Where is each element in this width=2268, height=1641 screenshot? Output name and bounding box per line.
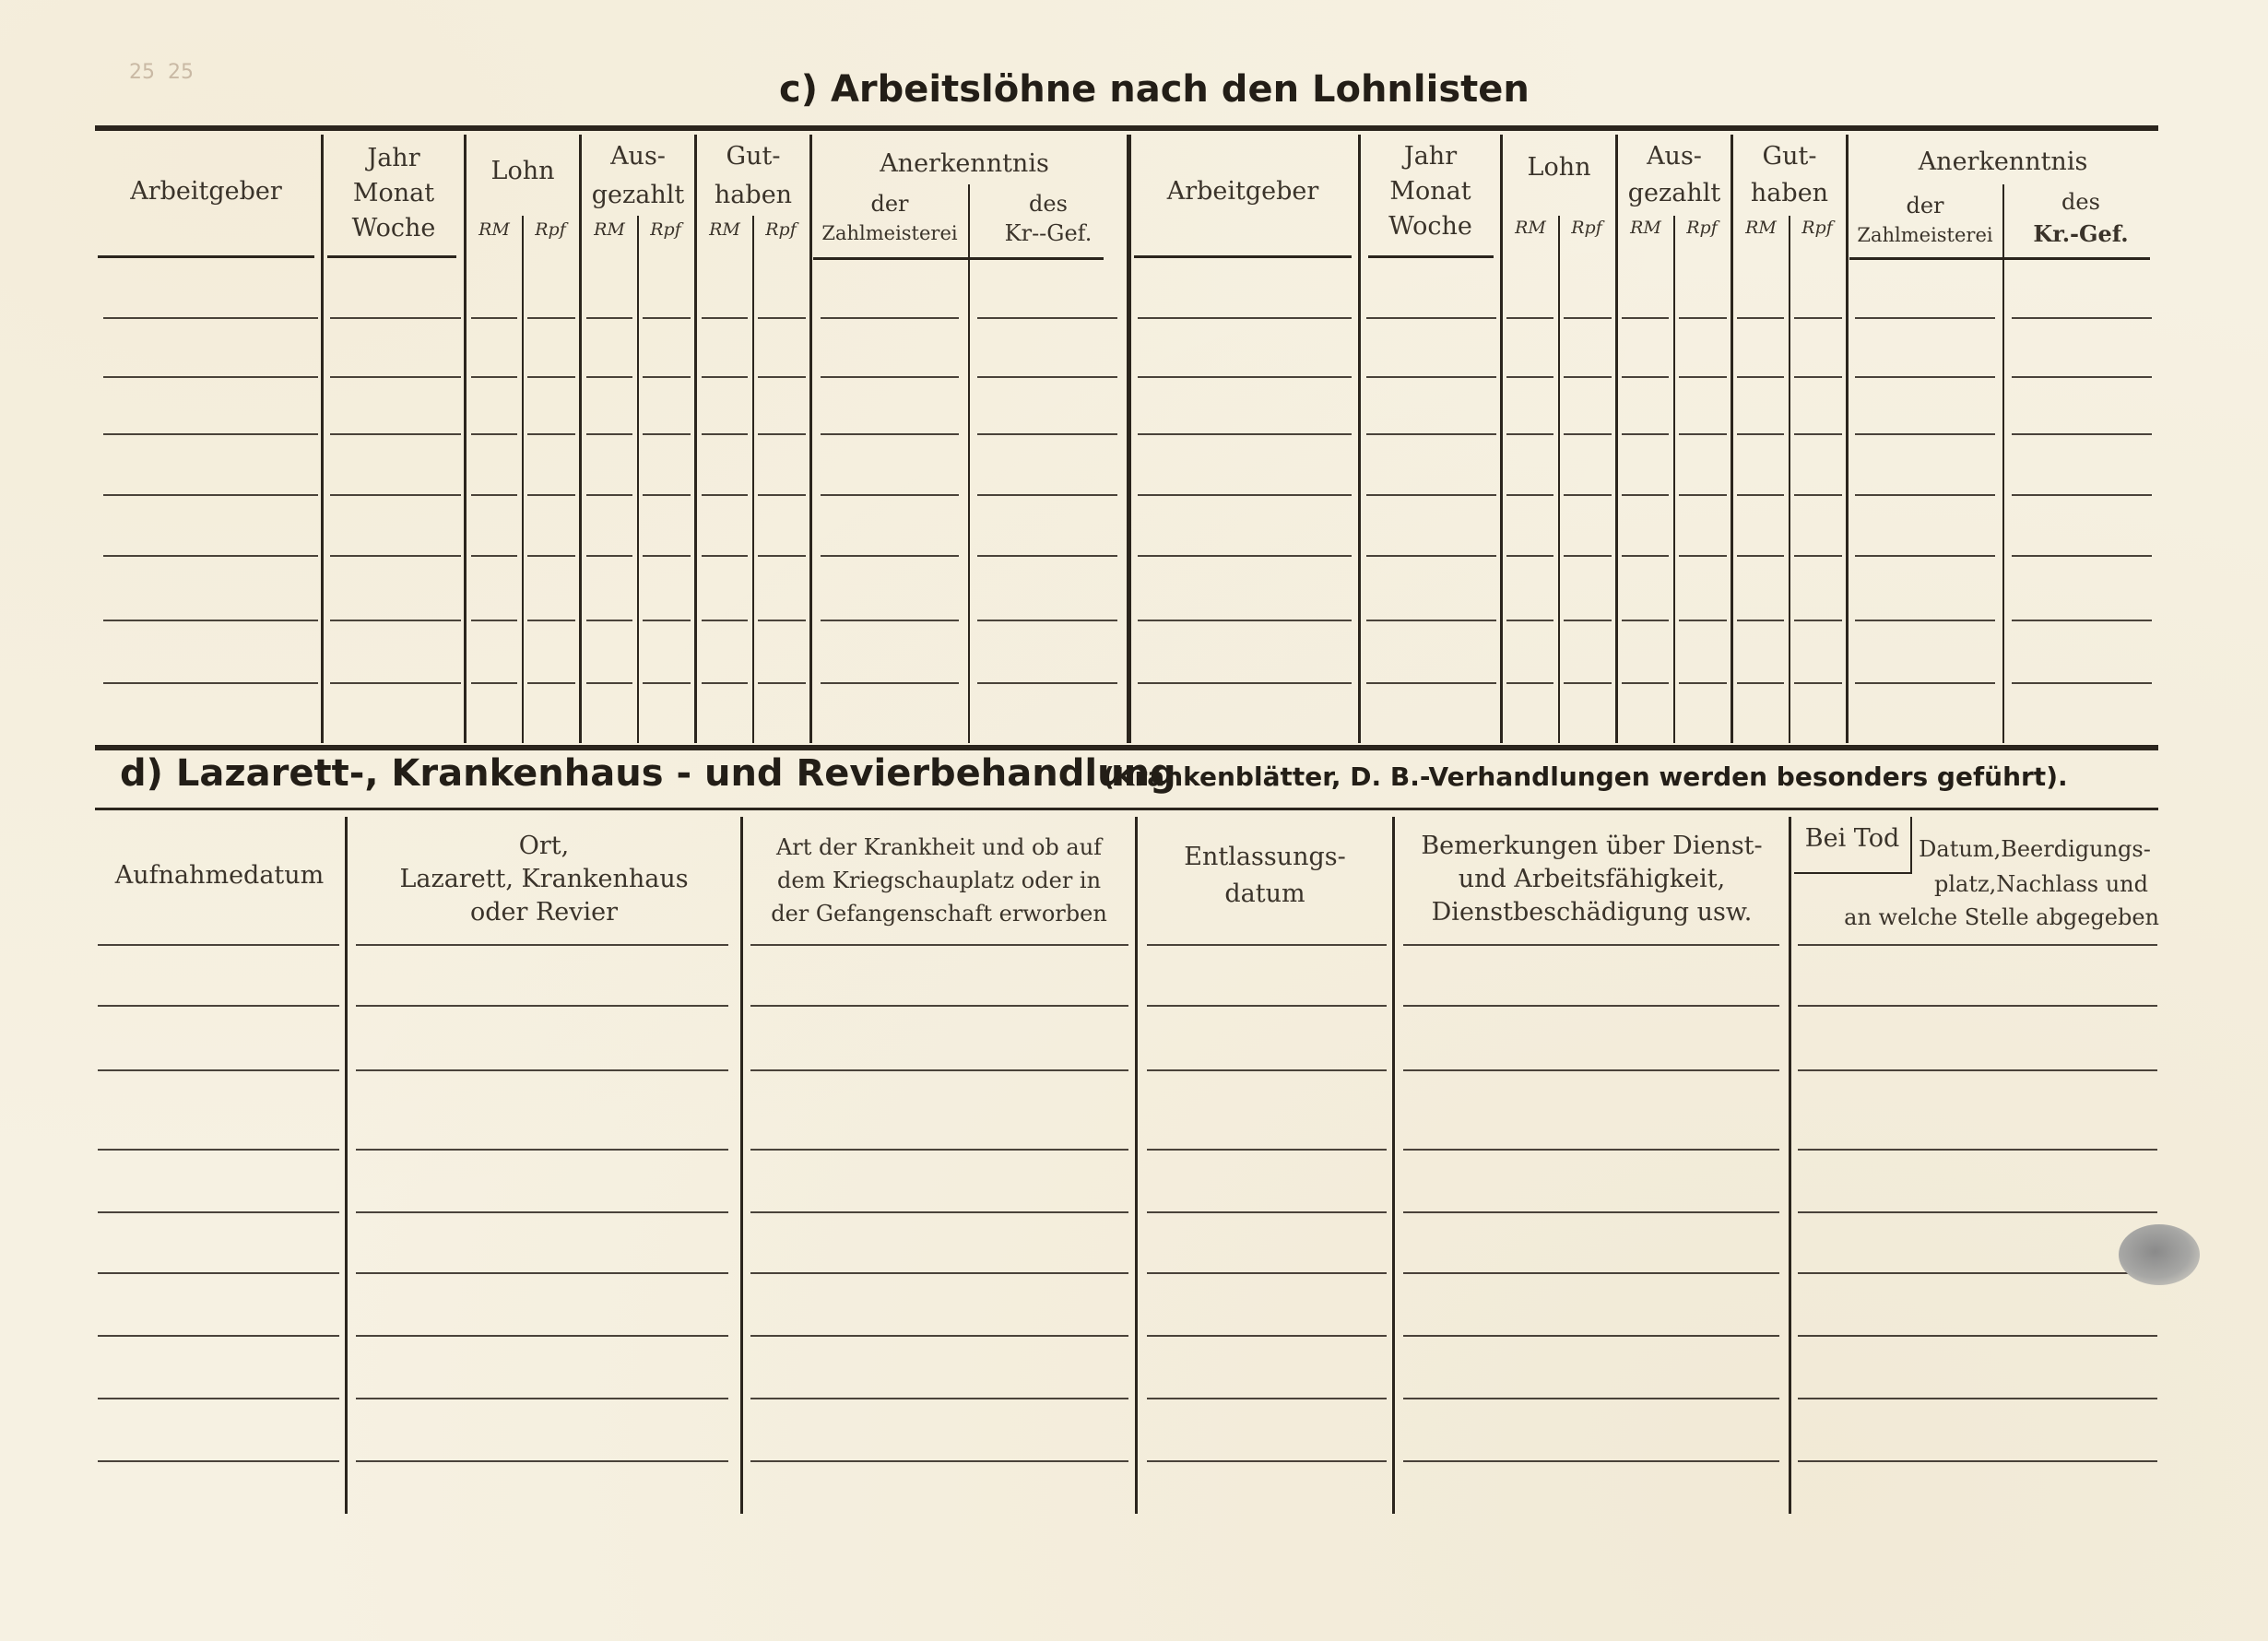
header-ausgezahlt-2: gezahlt <box>1627 179 1721 207</box>
header-ort-1: Ort, <box>518 832 570 860</box>
form-row-line <box>1679 620 1727 621</box>
form-row-line <box>98 1398 339 1399</box>
form-row-line <box>1855 376 1995 378</box>
form-row-line <box>1147 1335 1387 1337</box>
form-row-line <box>1138 620 1352 621</box>
form-row-line <box>98 1460 339 1462</box>
form-row-line <box>2012 376 2152 378</box>
header-art-2: dem Kriegschauplatz oder in <box>776 868 1102 893</box>
form-row-line <box>750 944 1128 946</box>
form-row-line <box>527 555 575 557</box>
form-row-line <box>758 494 806 496</box>
subheader-rpf: Rpf <box>1571 218 1602 238</box>
header-ausgezahlt-2: gezahlt <box>591 181 685 209</box>
form-row-line <box>750 1005 1128 1007</box>
header-guthaben-2: haben <box>1750 179 1829 207</box>
form-row-line <box>1366 494 1496 496</box>
header-arbeitgeber: Arbeitgeber <box>130 177 282 206</box>
form-row-line <box>1403 1335 1779 1337</box>
form-row-line <box>1794 494 1842 496</box>
form-row-line <box>1564 620 1612 621</box>
form-row-line <box>356 1398 728 1399</box>
form-row-line <box>1147 1398 1387 1399</box>
form-row-line <box>586 433 632 435</box>
header-ort-2: Lazarett, Krankenhaus <box>399 865 689 893</box>
form-row-line <box>1506 317 1553 319</box>
form-row-line <box>471 433 517 435</box>
form-row-line <box>1679 317 1727 319</box>
form-row-line <box>103 682 318 684</box>
form-row-line <box>1506 682 1553 684</box>
header-arbeitgeber: Arbeitgeber <box>1166 177 1319 206</box>
form-row-line <box>1564 555 1612 557</box>
form-row-line <box>1622 494 1669 496</box>
header-art-3: der Gefangenschaft erworben <box>771 901 1107 927</box>
form-row-line <box>1737 682 1784 684</box>
form-row-line <box>98 1211 339 1213</box>
header-underline <box>327 255 456 258</box>
header-guthaben-1: Gut- <box>726 142 781 171</box>
form-row-line <box>1506 620 1553 621</box>
form-row-line <box>586 682 632 684</box>
col-divider <box>1135 817 1138 1514</box>
form-row-line <box>977 317 1117 319</box>
form-row-line <box>821 555 959 557</box>
form-row-line <box>1679 682 1727 684</box>
form-row-line <box>1147 944 1387 946</box>
form-row-line <box>1855 682 1995 684</box>
form-row-line <box>821 620 959 621</box>
header-lohn: Lohn <box>490 157 555 185</box>
subheader-rpf: Rpf <box>1686 218 1718 238</box>
form-row-line <box>702 555 748 557</box>
header-guthaben-2: haben <box>714 181 793 209</box>
header-des: des <box>1029 191 1068 217</box>
form-row-line <box>586 620 632 621</box>
form-row-line <box>821 433 959 435</box>
form-row-line <box>586 376 632 378</box>
header-art-1: Art der Krankheit und ob auf <box>775 834 1103 860</box>
header-aufnahmedatum: Aufnahmedatum <box>114 861 325 890</box>
col-divider <box>579 135 582 743</box>
header-bei-tod: Bei Tod <box>1804 824 1900 853</box>
form-row-line <box>1622 433 1669 435</box>
form-row-line <box>2012 620 2152 621</box>
form-row-line <box>1679 555 1727 557</box>
header-der: der <box>870 191 909 217</box>
header-krgef: Kr--Gef. <box>1004 220 1093 246</box>
form-row-line <box>1147 1460 1387 1462</box>
bleed-through-marks: 25 <box>168 61 194 84</box>
form-row-line <box>356 1149 728 1151</box>
form-row-line <box>1679 494 1727 496</box>
form-row-line <box>356 1460 728 1462</box>
form-row-line <box>1679 376 1727 378</box>
form-row-line <box>527 317 575 319</box>
form-row-line <box>1403 1272 1779 1274</box>
form-row-line <box>1147 1211 1387 1213</box>
form-row-line <box>1147 1272 1387 1274</box>
form-row-line <box>1737 433 1784 435</box>
form-row-line <box>2012 682 2152 684</box>
form-row-line <box>702 433 748 435</box>
form-row-line <box>1506 433 1553 435</box>
form-row-line <box>356 1272 728 1274</box>
form-row-line <box>1403 1398 1779 1399</box>
form-row-line <box>98 1272 339 1274</box>
form-row-line <box>103 376 318 378</box>
form-row-line <box>1622 317 1669 319</box>
form-row-line <box>1679 433 1727 435</box>
header-datum-2: platz,Nachlass und <box>1934 871 2148 897</box>
form-row-line <box>702 376 748 378</box>
form-row-line <box>103 494 318 496</box>
form-row-line <box>758 682 806 684</box>
section-d-note: (Krankenblätter, D. B.-Verhandlungen werden besonders geführt). <box>1103 761 2068 792</box>
form-row-line <box>1506 494 1553 496</box>
form-row-line <box>758 433 806 435</box>
section-c-title: Arbeitslöhne nach den Lohnlisten <box>830 68 1530 111</box>
form-row-line <box>330 494 461 496</box>
header-underline <box>1849 257 2150 260</box>
form-row-line <box>103 620 318 621</box>
form-row-line <box>1366 376 1496 378</box>
subcol-divider <box>1558 216 1560 743</box>
form-row-line <box>471 376 517 378</box>
form-row-line <box>1366 682 1496 684</box>
header-bemerkungen-3: Dienstbeschädigung usw. <box>1431 898 1753 927</box>
form-row-line <box>1855 555 1995 557</box>
form-row-line <box>643 555 691 557</box>
form-row-line <box>1737 376 1784 378</box>
section-divider-rule <box>95 745 2158 750</box>
subcol-divider <box>968 184 970 743</box>
form-row-line <box>1564 682 1612 684</box>
subcol-divider <box>522 216 524 743</box>
form-row-line <box>1366 433 1496 435</box>
form-row-line <box>643 682 691 684</box>
form-row-line <box>977 555 1117 557</box>
form-row-line <box>1564 494 1612 496</box>
form-row-line <box>1622 682 1669 684</box>
col-divider-thick <box>1127 135 1131 743</box>
form-row-line <box>1737 494 1784 496</box>
header-jahr: Jahr <box>367 144 420 172</box>
form-row-line <box>643 433 691 435</box>
subheader-rm: RM <box>1745 218 1777 238</box>
header-des: des <box>2061 189 2100 215</box>
subheader-rm: RM <box>1630 218 1661 238</box>
form-row-line <box>1794 433 1842 435</box>
form-row-line <box>1138 494 1352 496</box>
form-row-line <box>330 620 461 621</box>
form-row-line <box>1798 1211 2157 1213</box>
form-row-line <box>2012 317 2152 319</box>
header-underline <box>813 257 1104 260</box>
form-row-line <box>702 494 748 496</box>
form-row-line <box>702 317 748 319</box>
header-entlassung-2: datum <box>1224 880 1305 908</box>
form-row-line <box>977 620 1117 621</box>
form-row-line <box>527 494 575 496</box>
form-row-line <box>643 317 691 319</box>
form-row-line <box>1855 620 1995 621</box>
form-row-line <box>103 317 318 319</box>
header-underline <box>1134 255 1352 258</box>
form-row-line <box>750 1460 1128 1462</box>
col-divider <box>464 135 467 743</box>
subcol-divider <box>637 216 639 743</box>
subcol-divider <box>752 216 754 743</box>
subheader-rpf: Rpf <box>1801 218 1833 238</box>
header-zahlmeisterei: Zahlmeisterei <box>821 222 958 244</box>
form-row-line <box>1794 682 1842 684</box>
col-divider <box>1789 817 1791 1514</box>
header-anerkenntnis: Anerkenntnis <box>1918 148 2088 176</box>
form-row-line <box>98 1069 339 1071</box>
form-row-line <box>1366 620 1496 621</box>
form-row-line <box>98 1335 339 1337</box>
header-datum-1: Datum,Beerdigungs- <box>1919 836 2151 862</box>
form-row-line <box>821 376 959 378</box>
header-woche: Woche <box>1388 212 1472 241</box>
header-underline <box>1368 255 1494 258</box>
form-row-line <box>1798 1069 2157 1071</box>
form-row-line <box>586 494 632 496</box>
form-row-line <box>1147 1149 1387 1151</box>
col-divider <box>1500 135 1503 743</box>
form-row-line <box>758 620 806 621</box>
subheader-rpf: Rpf <box>650 219 681 240</box>
header-lohn: Lohn <box>1527 153 1591 182</box>
form-row-line <box>1798 944 2157 946</box>
form-row-line <box>1737 555 1784 557</box>
form-row-line <box>1855 317 1995 319</box>
header-ort-3: oder Revier <box>469 898 619 927</box>
section-d-label: d) <box>120 752 163 795</box>
form-row-line <box>527 433 575 435</box>
form-row-line <box>758 317 806 319</box>
header-entlassung-1: Entlassungs- <box>1184 843 1346 871</box>
form-row-line <box>1798 1149 2157 1151</box>
form-row-line <box>977 376 1117 378</box>
form-row-line <box>1138 433 1352 435</box>
form-row-line <box>1794 376 1842 378</box>
form-row-line <box>330 433 461 435</box>
form-row-line <box>750 1211 1128 1213</box>
form-row-line <box>643 494 691 496</box>
form-row-line <box>471 620 517 621</box>
form-row-line <box>1855 494 1995 496</box>
form-row-line <box>1403 1460 1779 1462</box>
form-row-line <box>356 1211 728 1213</box>
subcol-divider <box>2002 184 2004 743</box>
form-row-line <box>330 376 461 378</box>
form-row-line <box>1794 620 1842 621</box>
form-row-line <box>1138 376 1352 378</box>
subheader-rm: RM <box>709 219 740 240</box>
form-row-line <box>1138 555 1352 557</box>
form-row-line <box>1403 1149 1779 1151</box>
form-row-line <box>750 1069 1128 1071</box>
form-row-line <box>1403 1211 1779 1213</box>
form-row-line <box>103 555 318 557</box>
form-row-line <box>750 1398 1128 1399</box>
form-row-line <box>702 682 748 684</box>
form-row-line <box>1138 682 1352 684</box>
form-row-line <box>758 555 806 557</box>
form-row-line <box>98 1149 339 1151</box>
form-row-line <box>821 494 959 496</box>
form-row-line <box>1147 1005 1387 1007</box>
form-row-line <box>1506 555 1553 557</box>
form-row-line <box>1798 1005 2157 1007</box>
form-row-line <box>2012 494 2152 496</box>
form-row-line <box>1366 555 1496 557</box>
header-monat: Monat <box>352 179 435 207</box>
section-c-label: c) <box>779 68 818 111</box>
form-row-line <box>1147 1069 1387 1071</box>
punch-hole <box>2119 1224 2200 1285</box>
form-row-line <box>471 494 517 496</box>
form-row-line <box>1798 1272 2157 1274</box>
form-row-line <box>702 620 748 621</box>
form-row-line <box>356 1005 728 1007</box>
header-datum-3: an welche Stelle abgegeben <box>1844 904 2159 930</box>
form-row-line <box>643 376 691 378</box>
form-row-line <box>1564 433 1612 435</box>
header-ausgezahlt-1: Aus- <box>1647 142 1702 171</box>
bleed-through-marks: 25 <box>129 61 155 84</box>
form-row-line <box>1622 555 1669 557</box>
form-row-line <box>750 1272 1128 1274</box>
header-monat: Monat <box>1389 177 1471 206</box>
form-row-line <box>643 620 691 621</box>
form-row-line <box>527 620 575 621</box>
form-row-line <box>2012 433 2152 435</box>
form-row-line <box>1564 317 1612 319</box>
header-jahr: Jahr <box>1403 142 1458 171</box>
subcol-divider <box>1789 216 1790 743</box>
header-underline <box>98 255 314 258</box>
section-d-title: Lazarett-, Krankenhaus - und Revierbehandlung <box>175 752 1176 795</box>
header-ausgezahlt-1: Aus- <box>610 142 666 171</box>
form-row-line <box>1794 555 1842 557</box>
form-row-line <box>977 682 1117 684</box>
col-divider <box>1731 135 1733 743</box>
form-row-line <box>1798 1460 2157 1462</box>
section-d-top-rule <box>95 808 2158 810</box>
form-row-line <box>821 317 959 319</box>
form-row-line <box>1403 1069 1779 1071</box>
section-c-top-rule <box>95 125 2158 131</box>
form-row-line <box>1403 1005 1779 1007</box>
form-row-line <box>586 555 632 557</box>
header-bemerkungen-1: Bemerkungen über Dienst- <box>1421 832 1763 860</box>
section-c-heading <box>779 68 1530 111</box>
form-row-line <box>356 944 728 946</box>
form-row-line <box>758 376 806 378</box>
subheader-rpf: Rpf <box>765 219 797 240</box>
form-row-line <box>103 433 318 435</box>
form-row-line <box>1737 317 1784 319</box>
form-row-line <box>1798 1398 2157 1399</box>
form-row-line <box>1403 944 1779 946</box>
subheader-rm: RM <box>594 219 625 240</box>
header-guthaben-1: Gut- <box>1762 142 1817 171</box>
header-krgef: Kr.-Gef. <box>2033 220 2129 247</box>
form-row-line <box>750 1335 1128 1337</box>
form-row-line <box>1622 376 1669 378</box>
form-row-line <box>1855 433 1995 435</box>
form-row-line <box>330 682 461 684</box>
form-row-line <box>1506 376 1553 378</box>
form-row-line <box>1798 1335 2157 1337</box>
form-row-line <box>1794 317 1842 319</box>
form-row-line <box>471 682 517 684</box>
form-row-line <box>1366 317 1496 319</box>
form-row-line <box>527 682 575 684</box>
form-row-line <box>1622 620 1669 621</box>
form-row-line <box>2012 555 2152 557</box>
form-row-line <box>356 1069 728 1071</box>
subheader-rm: RM <box>478 219 510 240</box>
form-row-line <box>330 555 461 557</box>
form-row-line <box>330 317 461 319</box>
header-woche: Woche <box>351 214 436 242</box>
form-row-line <box>527 376 575 378</box>
form-row-line <box>98 1005 339 1007</box>
form-row-line <box>586 317 632 319</box>
form-row-line <box>1138 317 1352 319</box>
subcol-divider <box>1673 216 1675 743</box>
section-d-heading <box>120 752 1176 795</box>
form-row-line <box>750 1149 1128 1151</box>
header-der: der <box>1906 193 1944 218</box>
form-row-line <box>821 682 959 684</box>
col-divider <box>694 135 697 743</box>
form-row-line <box>356 1335 728 1337</box>
subheader-rpf: Rpf <box>535 219 566 240</box>
header-bemerkungen-2: und Arbeitsfähigkeit, <box>1458 865 1726 893</box>
header-anerkenntnis: Anerkenntnis <box>880 149 1049 178</box>
subheader-rm: RM <box>1515 218 1546 238</box>
form-row-line <box>977 494 1117 496</box>
form-row-line <box>1564 376 1612 378</box>
form-row-line <box>977 433 1117 435</box>
form-row-line <box>471 555 517 557</box>
form-row-line <box>471 317 517 319</box>
header-zahlmeisterei: Zahlmeisterei <box>1857 224 1993 246</box>
form-row-line <box>1737 620 1784 621</box>
col-divider <box>1615 135 1618 743</box>
form-row-line <box>98 944 339 946</box>
